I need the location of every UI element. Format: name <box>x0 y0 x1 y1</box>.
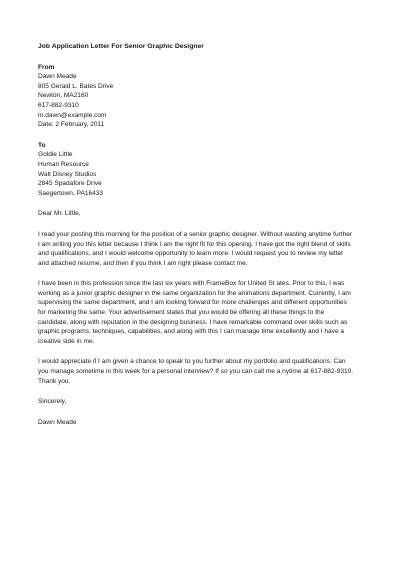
recipient-address <box>38 150 374 198</box>
body-paragraph-2 <box>38 279 374 346</box>
paragraph-line: working as a junior graphic designer in the same organization for the animations department. Currently, I am <box>38 289 351 297</box>
to-heading: To <box>38 141 46 149</box>
sender-email: m.dawn@example.com <box>38 111 107 119</box>
body-paragraph-3 <box>38 357 374 386</box>
paragraph-line: and attached resume, and then if you think I am right please contact me. <box>38 259 248 267</box>
paragraph-line: I read your posting this morning for the position of a senior graphic designer. Without wasting anytime further <box>38 230 353 238</box>
paragraph-line: and qualifications, and I would welcome opportunity to learn more. I would request you to review my letter <box>38 250 344 258</box>
sender-address <box>38 72 374 130</box>
paragraph-line: you manage sometime in this week for a personal interview? If so you can call me a nytime at 617-882-9310. <box>38 368 354 376</box>
sender-street: 805 Gerald L. Bates Drive <box>38 82 114 90</box>
from-heading: From <box>38 63 55 71</box>
recipient-city: Saegertown, PA16433 <box>38 189 104 197</box>
paragraph-line: creative side in me. <box>38 337 95 345</box>
paragraph-line: I am writing you this letter because I think I am the right fit for this opening. I have got the right blend of skills <box>38 240 351 248</box>
recipient-company: Walt Disney Studios <box>38 170 97 178</box>
letter-date: Date: 2 February, 2011 <box>38 121 105 129</box>
closing: Sincerely, <box>38 398 67 406</box>
recipient-name: Goldie Little <box>38 151 73 159</box>
document-title: Job Application Letter For Senior Graphic Designer <box>38 43 204 50</box>
recipient-street: 2845 Spadafore Drive <box>38 180 102 188</box>
signature-name: Dawn Meade <box>38 418 77 426</box>
paragraph-line: candidate, along with reputation in the designing business. I have remarkable command over skills such as <box>38 318 348 326</box>
paragraph-line: for marketing the same. Your advertisement states that you would be offering all these things to the <box>38 309 325 317</box>
salutation: Dear Mr. Little, <box>38 210 81 218</box>
paragraph-line: I have been in this profession since the last six years with FrameBox for United St ates. Prior to this, I was <box>38 280 345 288</box>
paragraph-line: I would appreciate if I am given a chance to speak to you further about my portfolio and qualifications. Can <box>38 358 346 366</box>
recipient-department: Human Resource <box>38 160 89 168</box>
sender-city: Newton, MA2160 <box>38 92 89 100</box>
paragraph-line: graphic programs, techniques, capabilities, and along with this I can manage time excellently and I have a <box>38 328 345 336</box>
sender-name: Dawn Meade <box>38 73 77 81</box>
letter-content <box>38 42 374 427</box>
paragraph-line: supervising the same department, and I am looking forward for more challenges and different opportunities <box>38 299 347 307</box>
sender-phone: 617-882-9310 <box>38 101 79 109</box>
paragraph-line: Thank you. <box>38 377 71 385</box>
body-paragraph-1 <box>38 230 374 268</box>
